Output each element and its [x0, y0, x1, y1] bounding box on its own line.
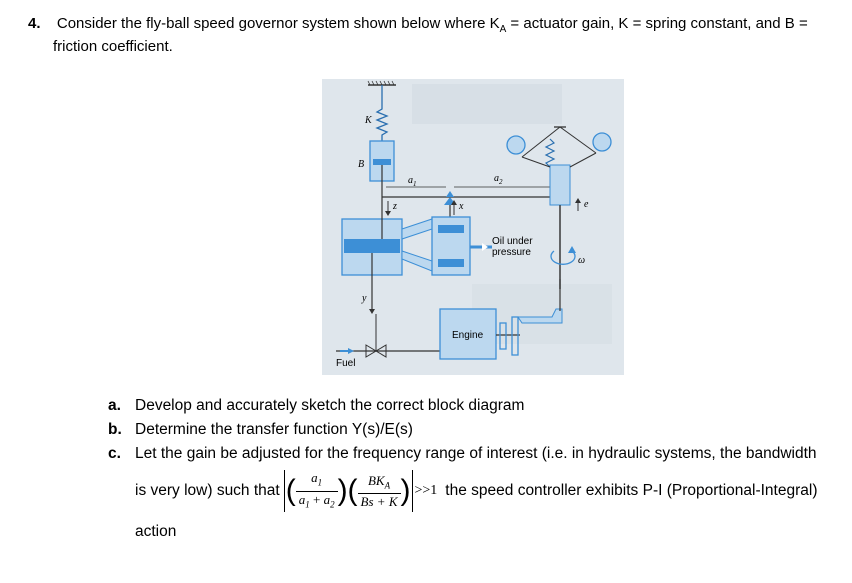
item-a-text: Develop and accurately sketch the correct block diagram — [135, 397, 525, 414]
item-b-text: Determine the transfer function Y(s)/E(s) — [135, 421, 413, 438]
fraction-bka: $\frac{BK_A}{Bs + K}$ — [358, 473, 401, 510]
question-sub-a: A — [499, 24, 507, 35]
label-z: z — [393, 201, 397, 212]
fraction-a1: $\frac{a_1}{a_1 + a_2}$ — [296, 470, 338, 512]
gain-expression: ( $\frac{a_1}{a_1 + a_2}$ )( $\frac{BK_A}{Bs + K}$ ) — [284, 470, 413, 512]
item-a-letter: a. — [108, 397, 121, 414]
question-line1-rest: = actuator gain, K = spring constant, and B = — [506, 15, 808, 32]
question-line2: friction coefficient. — [53, 38, 173, 55]
label-omega: ω — [578, 255, 586, 266]
item-b-letter: b. — [108, 421, 122, 438]
item-c-text: Let the gain be adjusted for the frequency range of interest (i.e. in hydraulic systems, the bandwidth — [135, 445, 817, 462]
label-e: e — [584, 199, 589, 210]
label-k: K — [365, 115, 372, 126]
label-oil-under: Oil under — [492, 236, 533, 247]
item-c-before: is very low) such that — [135, 482, 280, 500]
label-engine: Engine — [452, 330, 484, 341]
item-a — [108, 394, 524, 418]
item-c — [108, 442, 817, 466]
relation-much-greater: >>1 — [414, 483, 438, 499]
label-b: B — [358, 159, 365, 170]
item-c-last-line: action — [135, 523, 177, 540]
label-a2: $a_2$ — [494, 173, 503, 186]
label-y: y — [362, 293, 367, 304]
item-c-letter: c. — [108, 445, 121, 462]
governor-figure — [322, 79, 624, 375]
label-fuel: Fuel — [336, 358, 356, 369]
label-x: x — [459, 201, 464, 212]
item-b — [108, 418, 413, 442]
item-c-continued — [135, 470, 817, 512]
label-a1: $a_1$ — [408, 175, 417, 188]
label-pressure: pressure — [492, 247, 531, 258]
question-line1: Consider the fly-ball speed governor system shown below where K — [56, 15, 500, 32]
item-c-after: the speed controller exhibits P-I (Proportional-Integral) — [445, 482, 818, 500]
question-number: 4. — [28, 15, 41, 32]
